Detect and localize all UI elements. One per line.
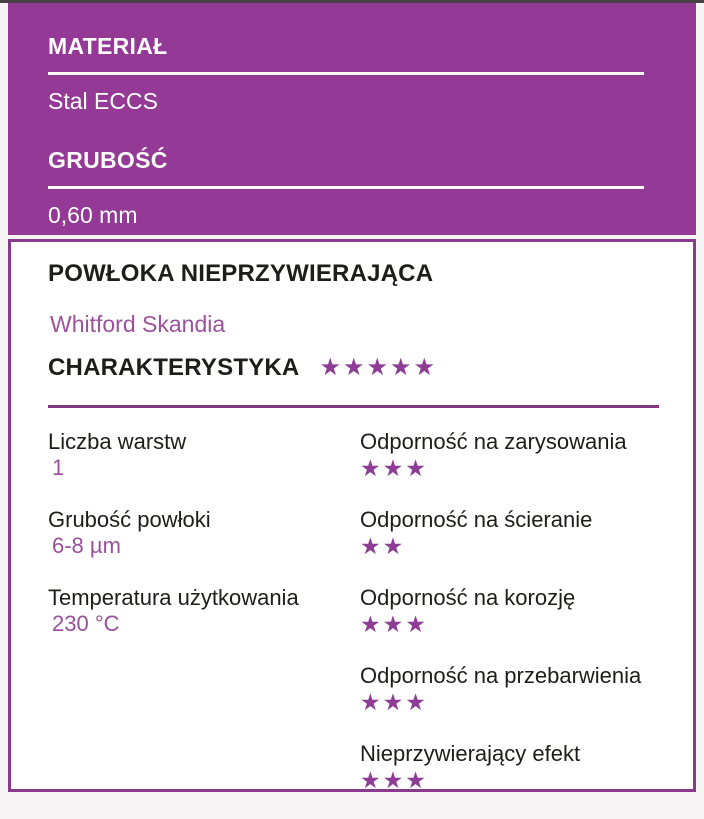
thickness-label: GRUBOŚĆ: [48, 147, 168, 173]
coating-title: POWŁOKA NIEPRZYWIERAJĄCA: [48, 260, 434, 287]
property-row: [360, 585, 659, 637]
property-row: [48, 507, 360, 559]
stars-icon: ★★★: [360, 767, 428, 793]
property-label: Temperatura użytkowania: [48, 585, 299, 610]
property-row: [360, 429, 659, 481]
material-label: MATERIAŁ: [48, 33, 168, 59]
stars-icon: ★★★: [360, 455, 428, 481]
property-label: Odporność na zarysowania: [360, 429, 627, 454]
stars-icon: ★★★: [360, 611, 428, 637]
material-header-panel: [8, 3, 696, 235]
thickness-section: [48, 147, 644, 229]
material-value: Stal ECCS: [48, 88, 158, 114]
coating-brand: Whitford Skandia: [50, 311, 226, 337]
property-label: Grubość powłoki: [48, 507, 211, 532]
thickness-divider: [48, 186, 644, 189]
property-label: Liczba warstw: [48, 429, 187, 454]
coating-panel: [8, 239, 696, 792]
properties-grid: [48, 429, 659, 819]
property-label: Nieprzywierający efekt: [360, 741, 581, 766]
product-spec-card: [8, 3, 696, 792]
characteristics-title: CHARAKTERYSTYKA: [48, 354, 300, 381]
property-value: 1: [52, 455, 65, 480]
property-label: Odporność na korozję: [360, 585, 576, 610]
property-label: Odporność na przebarwienia: [360, 663, 642, 688]
stars-icon: ★★: [360, 533, 406, 559]
properties-rated-column: [360, 429, 659, 819]
thickness-value: 0,60 mm: [48, 202, 138, 228]
material-section: [48, 33, 644, 115]
stars-icon: ★★★★★: [319, 354, 438, 381]
properties-text-column: [48, 429, 360, 819]
property-value: 230 °C: [52, 611, 120, 636]
property-row: [48, 585, 360, 637]
property-row: [48, 429, 360, 481]
stars-icon: ★★★: [360, 689, 428, 715]
property-row: [360, 663, 659, 715]
property-value: 6-8 µm: [52, 533, 121, 558]
characteristics-divider: [48, 405, 659, 408]
property-row: [360, 507, 659, 559]
material-divider: [48, 72, 644, 75]
property-row: [360, 741, 659, 793]
property-label: Odporność na ścieranie: [360, 507, 593, 532]
characteristics-row: [48, 354, 659, 382]
